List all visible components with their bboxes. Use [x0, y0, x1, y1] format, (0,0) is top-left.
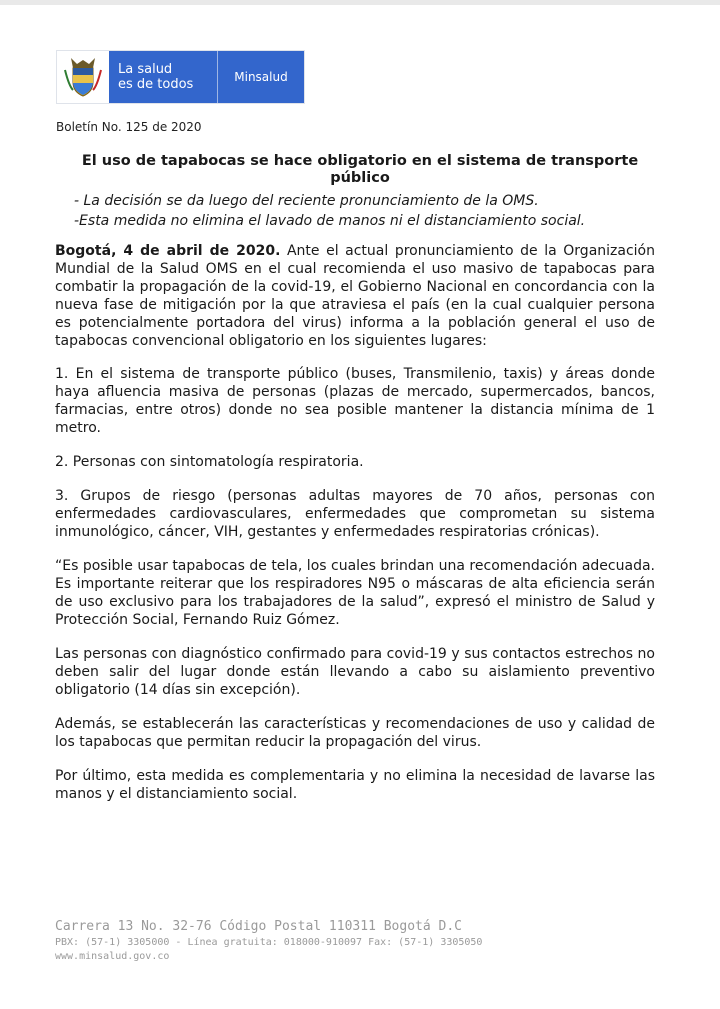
paragraph: 2. Personas con sintomatología respiratoria.: [55, 454, 364, 470]
slogan-line-1: La salud: [118, 62, 173, 77]
bulletin-number: Boletín No. 125 de 2020: [56, 120, 202, 134]
slogan: [109, 51, 217, 103]
subtitle-bullet: - La decisión se da luego del reciente pronunciamiento de la OMS.: [74, 193, 539, 209]
minsalud-logo: [56, 50, 305, 104]
paragraph: Por último, esta medida es complementaria y no elimina la necesidad de lavarse las manos y el distanciamiento social.: [55, 768, 655, 802]
footer-website: www.minsalud.gov.co: [55, 951, 170, 962]
subtitle-bullets: [74, 191, 585, 231]
paragraph: Las personas con diagnóstico confirmado para covid-19 y sus contactos estrechos no deben salir del lugar donde están llevando a cabo su aislamiento preventivo obligatorio (14 días sin excepción).: [55, 646, 655, 698]
intro-text: Ante el actual pronunciamiento de la Organización Mundial de la Salud OMS en el cual recomienda el uso masivo de tapabocas para combatir la propagación de la covid-19, el Gobierno Nacional en concordancia con la nueva fase de mitigación por la que atraviesa el país (en la cual cualquier persona es potencialmente portadora del virus) informa a la población general el uso de tapabocas convencional obligatorio en los siguientes lugares:: [55, 243, 655, 349]
footer: [55, 918, 482, 964]
footer-address: Carrera 13 No. 32-76 Código Postal 110311 Bogotá D.C: [55, 919, 462, 934]
coat-of-arms-icon: [57, 51, 109, 103]
paragraph: 1. En el sistema de transporte público (buses, Transmilenio, taxis) y áreas donde haya afluencia masiva de personas (plazas de mercado, supermercados, bancos, farmacias, entre otros) donde no sea posible mantener la distancia mínima de 1 metro.: [55, 366, 655, 436]
top-strip: [0, 0, 720, 5]
subtitle-bullet: -Esta medida no elimina el lavado de manos ni el distanciamiento social.: [74, 213, 586, 229]
brand-name: Minsalud: [217, 51, 304, 103]
intro-paragraph: [55, 242, 655, 350]
paragraph: Además, se establecerán las características y recomendaciones de uso y calidad de los tapabocas que permitan reducir la propagación del virus.: [55, 716, 655, 750]
slogan-line-2: es de todos: [118, 77, 194, 92]
footer-phones: PBX: (57-1) 3305000 - Línea gratuita: 018000-910097 Fax: (57-1) 3305050: [55, 937, 483, 948]
document-body: [55, 242, 655, 819]
dateline: Bogotá, 4 de abril de 2020.: [55, 243, 281, 259]
paragraph: 3. Grupos de riesgo (personas adultas mayores de 70 años, personas con enfermedades cardiovasculares, enfermedades que comprometan su sistema inmunológico, cáncer, VIH, gestantes y enfermedades respiratorias crónicas).: [55, 488, 655, 540]
document-title: El uso de tapabocas se hace obligatorio en el sistema de transporte público: [81, 153, 639, 186]
paragraph: “Es posible usar tapabocas de tela, los cuales brindan una recomendación adecuada. Es importante reiterar que los respiradores N95 o máscaras de alta eficiencia serán de uso exclusivo para los trabajadores de la salud”, expresó el ministro de Salud y Protección Social, Fernando Ruiz Gómez.: [55, 558, 655, 628]
